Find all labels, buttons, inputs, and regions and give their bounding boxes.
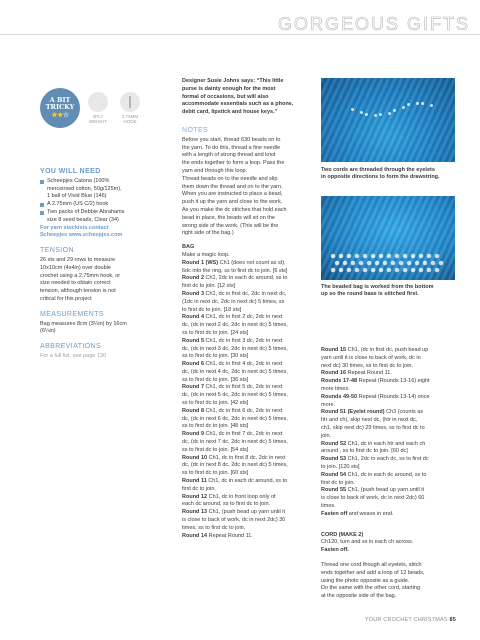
bag-heading: BAG xyxy=(182,244,195,251)
caption-line: up so the round base is stitched first. xyxy=(321,291,419,297)
bead-detail xyxy=(387,254,391,258)
yarn-ball-icon xyxy=(88,92,108,112)
round-text: more. xyxy=(321,401,336,408)
abbreviations-ref: For a full list, see page 130 xyxy=(40,352,107,359)
round-line xyxy=(321,480,455,488)
bead-detail xyxy=(427,268,431,272)
round-text: join. xyxy=(321,432,332,439)
fasten-off-label: Fasten off xyxy=(321,510,348,517)
bead-detail xyxy=(439,261,443,265)
difficulty-badge xyxy=(40,88,80,128)
round-line xyxy=(321,433,455,441)
round-line xyxy=(182,431,310,439)
round-text: times. xyxy=(321,502,336,509)
tension-line: tension, although tension is not xyxy=(40,288,116,295)
round-text: Ch1, dc in first 5 dc, 2dc in next xyxy=(204,384,283,391)
round-text: around , ss to first dc to join. [60 dc] xyxy=(321,448,408,455)
round-text: Ch1, dc in first dc, 2dc in next dc, xyxy=(204,290,287,297)
bead-detail xyxy=(371,254,375,258)
round-label: Round 3 xyxy=(182,290,204,297)
round-label: Round 8 xyxy=(182,407,204,414)
difficulty-stars: ★★☆ xyxy=(51,110,69,119)
eyelet-detail xyxy=(374,114,377,117)
round-text: Ch1, (push bead up yarn until it xyxy=(346,487,425,494)
bead-detail xyxy=(379,254,383,258)
round-line xyxy=(321,370,455,378)
round-text: ss to first dc to join. [54 sts] xyxy=(182,446,249,453)
round-line xyxy=(182,268,310,276)
round-text: to first dc to join. [18 sts] xyxy=(182,306,242,313)
bead-detail xyxy=(387,268,391,272)
round-line xyxy=(182,447,310,455)
cord-para-line: at the opposite side of the bag. xyxy=(321,593,397,600)
eyelet-detail xyxy=(393,109,396,112)
eyelet-detail xyxy=(360,111,363,114)
page-footer xyxy=(365,617,456,623)
round-text: Ch1, dc in each dc around, ss to xyxy=(206,478,288,485)
round-text: htr and ch), skip next dc, (htr in next dc, xyxy=(321,417,418,424)
round-text: ss to first dc to join. [48 sts] xyxy=(182,423,249,430)
round-line xyxy=(182,439,310,447)
eyelet-detail xyxy=(351,108,354,111)
round-text: ss to first dc to join. [60 sts] xyxy=(182,470,249,477)
bead-detail xyxy=(415,261,419,265)
round-label: Round 6 xyxy=(182,361,204,368)
round-line xyxy=(321,472,455,480)
round-line xyxy=(182,291,310,299)
caption-line: in opposite directions to form the drawstring. xyxy=(321,174,440,180)
measurements-heading: MEASUREMENTS xyxy=(40,310,104,318)
round-line xyxy=(182,470,310,478)
round-text: ss to first dc to join. [24 sts] xyxy=(182,329,249,336)
round-text: dc, (dc in next 6 dc, 2dc in next dc) 5 times, xyxy=(182,415,288,422)
round-line xyxy=(182,275,310,283)
item-text: Two packs of Debbie Abrahams xyxy=(47,208,125,215)
bag-rounds xyxy=(182,260,310,541)
quote-line: accommodate essentials such as a phone, xyxy=(182,101,294,108)
quote-line: Designer Susie Johns says: “This little xyxy=(182,78,284,84)
photo-caption-base xyxy=(321,284,455,298)
round-line xyxy=(321,386,455,394)
item-text: size 8 seed beads, Clear (34) xyxy=(47,216,119,223)
bead-detail xyxy=(395,254,399,258)
notes-line: Thread beads on to the needle and slip xyxy=(182,175,278,182)
round-line xyxy=(182,330,310,338)
round-text: Ch1, dc in first 6 dc, 2dc in next xyxy=(204,407,283,414)
bead-detail xyxy=(435,254,439,258)
bead-detail xyxy=(403,268,407,272)
round-text: Ch1, dc in front loop only of xyxy=(207,493,276,500)
round-text: dc, (dc in next 7 dc, 2dc in next dc) 5 times, xyxy=(182,439,288,446)
round-text: is close to back of work, dc in next 2dc) 60 xyxy=(321,495,425,502)
materials-column xyxy=(40,168,170,361)
round-line xyxy=(182,423,310,431)
round-line xyxy=(182,478,310,486)
bead-detail xyxy=(403,254,407,258)
list-item xyxy=(40,201,170,209)
stockists-link[interactable]: Scheepjes www.scheepjes.com xyxy=(40,232,123,239)
round-line xyxy=(182,486,310,494)
drawstring-photo xyxy=(321,78,455,162)
round-line xyxy=(182,400,310,408)
round-line xyxy=(182,353,310,361)
round-line xyxy=(182,338,310,346)
round-text: (1dc in next dc, 2dc in next dc) 5 times, ss xyxy=(182,298,285,305)
bead-detail xyxy=(339,254,343,258)
bead-detail xyxy=(363,254,367,258)
round-text: Ch1, dc in first 2 dc, 2dc in next xyxy=(204,314,283,321)
round-text: Ch1, dc in each htr and each ch xyxy=(346,440,426,447)
hook-size-label xyxy=(116,114,144,124)
round-text: 6dc into the ring, ss to first dc to join. [6 sts] xyxy=(182,267,288,274)
abbreviations-heading: ABBREVIATIONS xyxy=(40,343,102,351)
bead-detail xyxy=(367,261,371,265)
round-line xyxy=(321,363,455,371)
cord-line: Ch120, turn and ss in each ch across. xyxy=(321,539,414,546)
item-text: Scheepjes Catona (100% xyxy=(47,177,110,184)
instructions-column xyxy=(182,78,310,540)
measurements-line: (6¼in) xyxy=(40,328,56,335)
quote-line: formal of occasions, but will also xyxy=(182,93,269,100)
notes-line: the ends together to form a loop. Pass the xyxy=(182,160,285,167)
round-text: Repeat Round 11. xyxy=(346,370,392,377)
cord-para-line: Thread one cord though all eyelets, stitch xyxy=(321,561,422,568)
round-line xyxy=(321,347,455,355)
round-line xyxy=(321,402,455,410)
notes-line: bead in place, the beads will sit on the xyxy=(182,214,275,221)
round-label: Round 51 (Eyelet round) xyxy=(321,409,385,416)
magazine-name: YOUR CROCHET CHRISTMAS xyxy=(364,617,448,623)
round-label: Round 4 xyxy=(182,314,204,321)
round-line xyxy=(321,409,455,417)
page-number: 85 xyxy=(449,617,456,623)
round-label: Round 11 xyxy=(182,478,207,485)
round-text: each dc around, ss to first dc to join. xyxy=(182,501,271,508)
round-text: to join. [120 sts] xyxy=(321,463,360,470)
bead-detail xyxy=(351,261,355,265)
round-text: dc, (dc in next 3 dc, 2dc in next dc) 5 times, xyxy=(182,345,288,352)
round-text: Repeat Round 11. xyxy=(207,532,253,539)
bag-intro: Make a magic loop. xyxy=(182,251,230,258)
tension-line: 10x10cm (4x4in) over double xyxy=(40,264,111,271)
round-label: Rounds 17-48 xyxy=(321,378,358,385)
notes-line: the yarn. To do this, thread a fine needle xyxy=(182,144,281,151)
bead-detail xyxy=(419,268,423,272)
round-line xyxy=(182,377,310,385)
round-line xyxy=(182,392,310,400)
notes-line: push it up the yarn and close to the work. xyxy=(182,199,283,206)
round-line xyxy=(182,361,310,369)
round-text: Ch1, dc in first 8 dc, 2dc in next xyxy=(207,454,286,461)
difficulty-line2: TRICKY xyxy=(45,103,75,111)
photo-caption-drawstring xyxy=(321,167,455,181)
round-text: Repeat (Rounds 13-14) once xyxy=(357,393,430,400)
eyelet-detail xyxy=(407,103,410,106)
caption-line: The beaded bag is worked from the bottom xyxy=(321,284,434,290)
round-text: Ch3 (counts as xyxy=(384,409,424,416)
round-line xyxy=(182,509,310,517)
round-text: dc, (dc in next 8 dc, 2dc in next dc) 5 times, xyxy=(182,462,288,469)
round-label: Round 15 xyxy=(321,347,347,353)
section-title: GORGEOUS GIFTS xyxy=(277,14,470,34)
item-text: merceirsed cotton, 50g/125m), xyxy=(47,185,122,192)
notes-heading: NOTES xyxy=(182,126,209,134)
round-text: first dc to join. xyxy=(321,479,355,486)
round-text: Ch1, 2dc in each dc, ss to first dc xyxy=(346,456,429,463)
round-label: Round 52 xyxy=(321,440,347,447)
bead-detail xyxy=(363,268,367,272)
difficulty-line1: A BIT xyxy=(49,96,71,104)
quote-line: purse is dainty enough for the most xyxy=(182,85,276,92)
round-label: Round 12 xyxy=(182,493,208,500)
round-line xyxy=(182,494,310,502)
round-text: ss to first dc to join. [30 sts] xyxy=(182,353,249,360)
round-text: dc, (dc in next 2 dc, 2dc in next dc) 5 times, xyxy=(182,322,288,329)
round-line xyxy=(182,455,310,463)
round-line xyxy=(182,260,310,268)
bead-detail xyxy=(423,261,427,265)
round-text: first dc to join. [12 sts] xyxy=(182,283,236,290)
round-text: dc, (dc in next 4 dc, 2dc in next dc) 5 times, xyxy=(182,368,288,375)
cord-fasten-off: Fasten off. xyxy=(321,547,349,554)
yarn-weight-line1: 4PLY xyxy=(92,114,104,119)
round-line xyxy=(321,448,455,456)
bead-detail xyxy=(411,254,415,258)
bead-detail xyxy=(419,254,423,258)
notes-line: yarn end through this loop. xyxy=(182,167,248,174)
quote-line: debit card, lipstick and house keys.” xyxy=(182,109,278,116)
round-line xyxy=(182,283,310,291)
round-text: Repeat (Rounds 13-16) eight xyxy=(357,378,430,385)
round-label: Round 5 xyxy=(182,337,204,344)
notes-line: with a length of strong thread and knot xyxy=(182,152,276,159)
round-label: Round 16 xyxy=(321,370,347,377)
round-line xyxy=(182,384,310,392)
bead-detail xyxy=(347,268,351,272)
round-line xyxy=(182,307,310,315)
round-line xyxy=(321,355,455,363)
cord-para-line: ends together and add a loop of 12 beads, xyxy=(321,569,425,576)
round-text: Ch1, dc in first 4 dc, 2dc in next xyxy=(204,361,283,368)
round-line xyxy=(182,462,310,470)
eyelet-detail xyxy=(365,113,368,116)
bead-detail xyxy=(331,254,335,258)
notes-line: wrong side of the work. (This will be the xyxy=(182,222,279,229)
round-line xyxy=(321,456,455,464)
round-line xyxy=(321,487,455,495)
round-text: Ch1, 2dc in each dc around, ss to xyxy=(204,275,288,282)
round-line xyxy=(321,425,455,433)
bag-rounds-continued xyxy=(321,347,455,511)
round-line xyxy=(182,533,310,541)
round-line xyxy=(321,441,455,449)
bead-detail xyxy=(335,261,339,265)
eyelet-detail xyxy=(388,112,391,115)
list-item xyxy=(40,178,170,201)
round-text: yarn until it is close to back of work, dc in xyxy=(321,354,421,361)
round-text: next dc) 30 times, ss to first dc to join. xyxy=(321,362,414,369)
bead-detail xyxy=(379,268,383,272)
notes-line: them down the thread and on to the yarn. xyxy=(182,183,283,190)
bead-detail xyxy=(375,261,379,265)
round-text: dc, (dc in next 5 dc, 2dc in next dc) 5 times, xyxy=(182,392,288,399)
you-will-need-heading: YOU WILL NEED xyxy=(40,168,101,175)
round-label: Round 14 xyxy=(182,532,208,539)
round-line xyxy=(321,503,455,511)
bullet-icon xyxy=(40,180,44,184)
bead-detail xyxy=(399,261,403,265)
eyelet-detail xyxy=(402,106,405,109)
item-text: 1 ball of Vivid Blue (146) xyxy=(47,193,107,200)
bag-base-photo xyxy=(321,196,455,280)
round-label: Round 1 (WS) xyxy=(182,259,219,266)
tension-line: crochet using a 2.75mm hook, or xyxy=(40,272,121,279)
designer-quote xyxy=(182,78,310,117)
bead-detail xyxy=(347,254,351,258)
pattern-badges xyxy=(40,88,170,148)
bead-detail xyxy=(435,268,439,272)
item-text: A 2.75mm (US C/2) hook xyxy=(47,201,109,208)
round-line xyxy=(182,346,310,354)
round-line xyxy=(182,369,310,377)
bead-detail xyxy=(359,261,363,265)
round-line xyxy=(321,495,455,503)
notes-line: When you are instructed to place a bead, xyxy=(182,191,283,198)
yarn-weight-line2: WEIGHT xyxy=(89,119,107,124)
round-text: Ch1, (dc in first dc, push bead up xyxy=(346,347,429,353)
round-label: Round 2 xyxy=(182,275,204,282)
round-label: Round 10 xyxy=(182,454,208,461)
round-text: first dc to join. xyxy=(182,485,216,492)
measurements-line: Bag measures 8cm (3¼in) by 16cm xyxy=(40,320,127,327)
notes-line: right side of the bag.) xyxy=(182,230,234,237)
round-text: Ch1, dc in each dc around, ss to xyxy=(346,471,427,478)
eyelet-detail xyxy=(416,102,419,105)
bead-detail xyxy=(331,268,335,272)
round-line xyxy=(182,299,310,307)
tension-heading: TENSION xyxy=(40,247,74,255)
cord-para-line: Do the same with the other cord, starting xyxy=(321,585,421,592)
round-label: Round 55 xyxy=(321,487,347,494)
round-label: Round 13 xyxy=(182,509,208,516)
round-label: Round 54 xyxy=(321,471,347,478)
bead-detail xyxy=(411,268,415,272)
cord-heading: CORD (MAKE 2) xyxy=(321,531,364,538)
eyelet-detail xyxy=(421,102,424,105)
round-line xyxy=(182,408,310,416)
bead-detail xyxy=(343,261,347,265)
round-line xyxy=(182,525,310,533)
round-line xyxy=(182,314,310,322)
instructions-continued-column xyxy=(321,347,455,601)
fasten-off-line xyxy=(321,511,455,519)
bullet-icon xyxy=(40,203,44,207)
round-text: times, ss to first dc to join. xyxy=(182,524,246,531)
round-label: Round 7 xyxy=(182,384,204,391)
bead-detail xyxy=(383,261,387,265)
bullet-icon xyxy=(40,211,44,215)
round-text: ss to first dc to join. [42 sts] xyxy=(182,400,249,407)
round-line xyxy=(321,378,455,386)
round-label: Rounds 49-50 xyxy=(321,393,358,400)
round-line xyxy=(182,322,310,330)
bead-detail xyxy=(339,268,343,272)
eyelet-detail xyxy=(379,113,382,116)
caption-line: Two cords are threaded through the eyelets xyxy=(321,167,435,173)
list-item xyxy=(40,209,170,225)
bead-detail xyxy=(355,254,359,258)
round-label: Round 9 xyxy=(182,431,204,438)
hook-line1: 2.75MM xyxy=(121,114,139,119)
round-text: ch1, skip next dc) 29 times, ss to first dc to xyxy=(321,424,425,431)
bead-detail xyxy=(431,261,435,265)
bead-detail xyxy=(355,268,359,272)
round-text: Ch1, (push bead up yarn until it xyxy=(207,509,286,516)
yarn-weight-label xyxy=(84,114,112,124)
round-text: Ch1, dc in first 3 dc, 2dc in next xyxy=(204,337,283,344)
round-text: ss to first dc to join. [36 sts] xyxy=(182,376,249,383)
bead-detail xyxy=(407,261,411,265)
round-text: Ch1, dc in first 7 dc, 2dc in next xyxy=(204,431,283,438)
hook-icon xyxy=(120,92,140,112)
round-line xyxy=(182,501,310,509)
fasten-off-text: and weave in end. xyxy=(347,510,394,517)
tension-line: size needed to obtain correct xyxy=(40,280,111,287)
round-text: is close to back of work, dc in next 2dc) 30 xyxy=(182,517,286,524)
round-text: more times. xyxy=(321,385,350,392)
notes-line: As you make the dc stitches that hold each xyxy=(182,206,287,213)
round-label: Round 53 xyxy=(321,456,347,463)
round-line xyxy=(182,517,310,525)
notes-body xyxy=(182,137,310,238)
notes-line: Before you start, thread 630 beads on to xyxy=(182,136,281,143)
hook-line2: HOOK xyxy=(123,119,137,124)
round-line xyxy=(321,394,455,402)
round-line xyxy=(321,464,455,472)
round-line xyxy=(182,416,310,424)
bead-detail xyxy=(427,254,431,258)
bead-detail xyxy=(391,261,395,265)
stockists-line: For yarn stockists contact xyxy=(40,224,109,231)
tension-line: 26 sts and 29 rows to measure xyxy=(40,256,116,263)
round-text: Ch1 (does not count as st), xyxy=(218,259,286,266)
header-divider xyxy=(0,34,480,35)
bead-detail xyxy=(371,268,375,272)
tension-line: critical for this project xyxy=(40,295,92,302)
eyelet-detail xyxy=(430,104,433,107)
round-line xyxy=(321,417,455,425)
cord-para-line: using the photo opposite as a guide. xyxy=(321,577,410,584)
bead-detail xyxy=(395,268,399,272)
